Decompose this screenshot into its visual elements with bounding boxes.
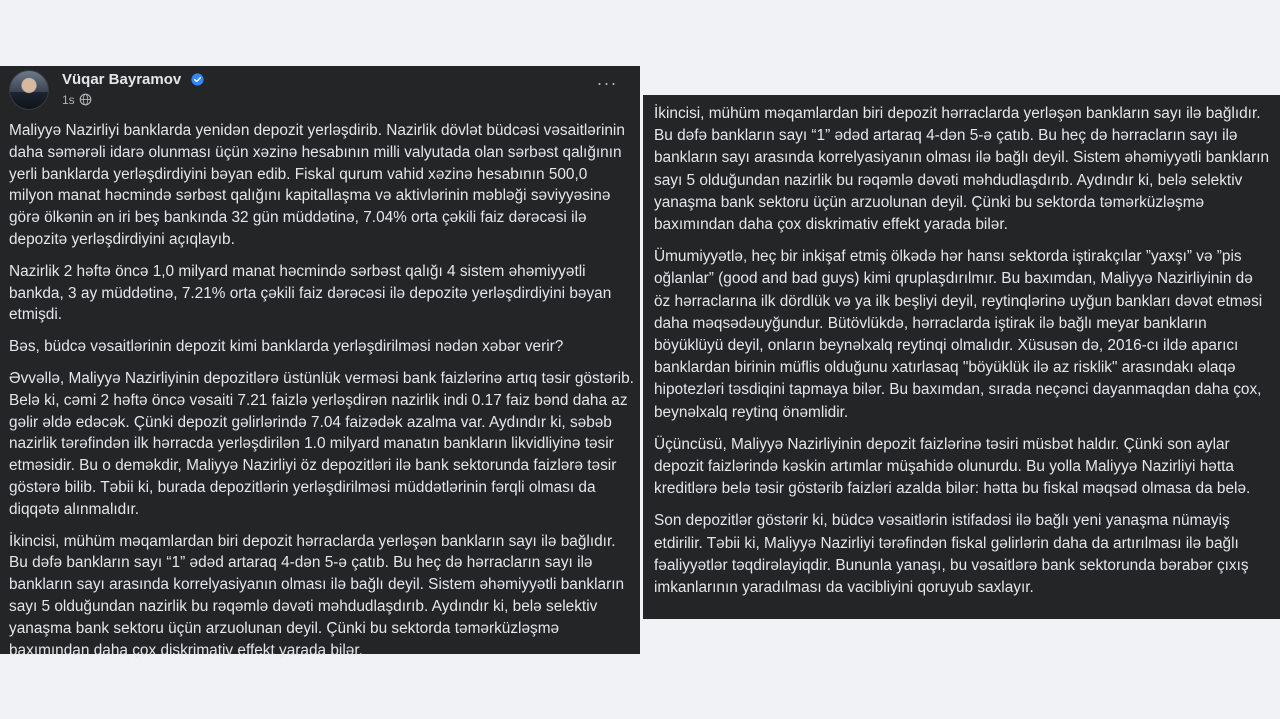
continuation-paragraph: Son depozitlər göstərir ki, büdcə vəsaitlərin istifadəsi ilə bağlı yeni yanaşma nümayiş etdirilir. Təbii ki, Maliyyə Nazirliyi tərəfindən fiskal gəlirlərin daha da artırılması ilə bağlı fəaliyyətlər təqdirəlayiqdir. Bununla yanaşı, bu vəsaitlərə bank sektorunda bərabər çıxış imkanlarının yaradılması da vacibliyini qoruyub saxlayır. [654, 512, 1249, 597]
continuation-paragraph: Ümumiyyətlə, heç bir inkişaf etmiş ölkədə hər hansı sektorda iştirakçılar ”yaxşı” və ”pis oğlanlar” (good and bad guys) kimi qruplaşdırılmır. Bu baxımdan, Maliyyə Nazirliyinin də öz hərraclarına ilk dördlük və ya ilk beşliyi deyil, reytinqlərinə uyğun bankları dəvət etməsi daha məqsədəuyğundur. Bütövlükdə, hərraclarda iştirak ilə bağlı meyar bankların böyüklüyü deyil, onların beynəlxalq reytinqi olmalıdır. Xüsusən də, 2016-cı ildə aparıcı banklardan birinin müflis olduğunu xatırlasaq "böyüklük ilə az risklik" arasındakı əlaqə hipotezləri təsdiqini tapmaya bilər. Bu baxımdan, sırada neçənci dayanmaqdan daha çox, beynəlxalq reytinq önəmlidir. [654, 248, 1263, 421]
post-paragraph: Maliyyə Nazirliyi banklarda yenidən depozit yerləşdirib. Nazirlik dövlət büdcəsi vəsaitlərinin daha səmərəli idarə olunması üçün xəzinə hesabının milli valyutada olan sərbəst qalığının yerli banklarda yerləşdirdiyini bəyan edib. Fiskal qurum vahid xəzinə hesabının 500,0 milyon manat həcmində sərbəst qalığını kapitallaşma və aktivlərinin məbləği səviyyəsinə görə ölkənin ən iri beş bankında 32 gün müddətinə, 7.04% orta çəkili faiz dərəcəsi ilə depozitə yerləşdirdiyini açıqlayıb. [9, 122, 625, 248]
post-paragraph: Əvvəllə, Maliyyə Nazirliyinin depozitlərə üstünlük verməsi bank faizlərinə artıq təsir göstərib. Belə ki, cəmi 2 həftə öncə vəsaiti 7.21 faizlə yerləşdirən nazirlik indi 0.17 faiz bənd daha az gəlir əldə edəcək. Çünki depozit gəlirlərində 7.04 faizədək azalma var. Aydındır ki, səbəb nazirlik tərəfindən ilk hərracda yerləşdirilən 1.0 milyard manatın bankların likvidliyinə təsir etməsidir. Bu o deməkdir, Maliyyə Nazirliyi öz depozitləri ilə bank sektorunda faizlərə təsir göstərə bilib. Təbii ki, burada depozitlərin yerləşdirilməsi müddətlərinin fərqli olması da diqqətə alınmalıdır. [9, 369, 634, 518]
post-continuation [643, 95, 1280, 619]
continuation-paragraph: Üçüncüsü, Maliyyə Nazirliyinin depozit faizlərinə təsiri müsbət haldır. Çünki son aylar depozit faizlərində kəskin artımlar müşahidə olunurdu. Bu yolla Maliyyə Nazirliyi hətta kreditlərə belə təsir göstərib faizləri azalda bilər: hətta bu fiskal məqsəd olmasa da belə. [654, 435, 1251, 498]
verified-badge-icon [191, 73, 204, 86]
post-paragraph: Bəs, büdcə vəsaitlərinin depozit kimi banklarda yerləşdirilməsi nədən xəbər verir? [9, 338, 564, 356]
post-header [0, 66, 640, 116]
post-timestamp[interactable]: 1s [62, 93, 75, 107]
continuation-text [654, 103, 1270, 609]
globe-icon [79, 93, 92, 106]
post-paragraph: Nazirlik 2 həftə öncə 1,0 milyard manat həcmində sərbəst qalığı 4 sistem əhəmiyyətli bankda, 3 ay müddətinə, 7.21% orta çəkili faiz dərəcəsi ilə depozitə yerləşdirdiyini bəyan etmişdi. [9, 262, 612, 324]
facebook-post [0, 66, 640, 659]
continuation-paragraph: İkincisi, mühüm məqamlardan biri depozit hərraclarda yerləşən bankların sayı ilə bağlıdır. Bu dəfə bankların sayı “1” ədəd artaraq 4-dən 5-ə çatıb. Bu heç də hərracların sayı ilə bankların sayı arasında korrelyasiyanın olması ilə bağlı deyil. Sistem əhəmiyyətli bankların sayı 5 olduğundan nazirlik bu rəqəmlə dəvəti məhdudlaşdırıb. Aydındır ki, belə selektiv yanaşma bank sektoru üçün arzuolunan deyil. Çünki bu sektorda təmərküzləşmə baxımından daha çox diskrimativ effekt yarada bilər. [654, 105, 1270, 234]
author-name[interactable]: Vüqar Bayramov [62, 71, 182, 88]
post-text [9, 120, 635, 671]
post-paragraph: İkincisi, mühüm məqamlardan biri depozit hərraclarda yerləşən bankların sayı ilə bağlıdır. Bu dəfə bankların sayı “1” ədəd artaraq 4-dən 5-ə çatıb. Bu heç də hərracların sayı ilə bankların sayı arasında korrelyasiyanın olması ilə bağlı deyil. Sistem əhəmiyyətli bankların sayı 5 olduğundan nazirlik bu rəqəmlə dəvəti məhdudlaşdırıb. Aydındır ki, belə selektiv yanaşma bank sektoru üçün arzuolunan deyil. Çünki bu sektorda təmərküzləşmə baxımından daha çox diskrimativ effekt yarada bilər. [9, 532, 625, 659]
more-options-button[interactable]: ··· [596, 73, 618, 93]
author-avatar[interactable] [9, 70, 49, 110]
